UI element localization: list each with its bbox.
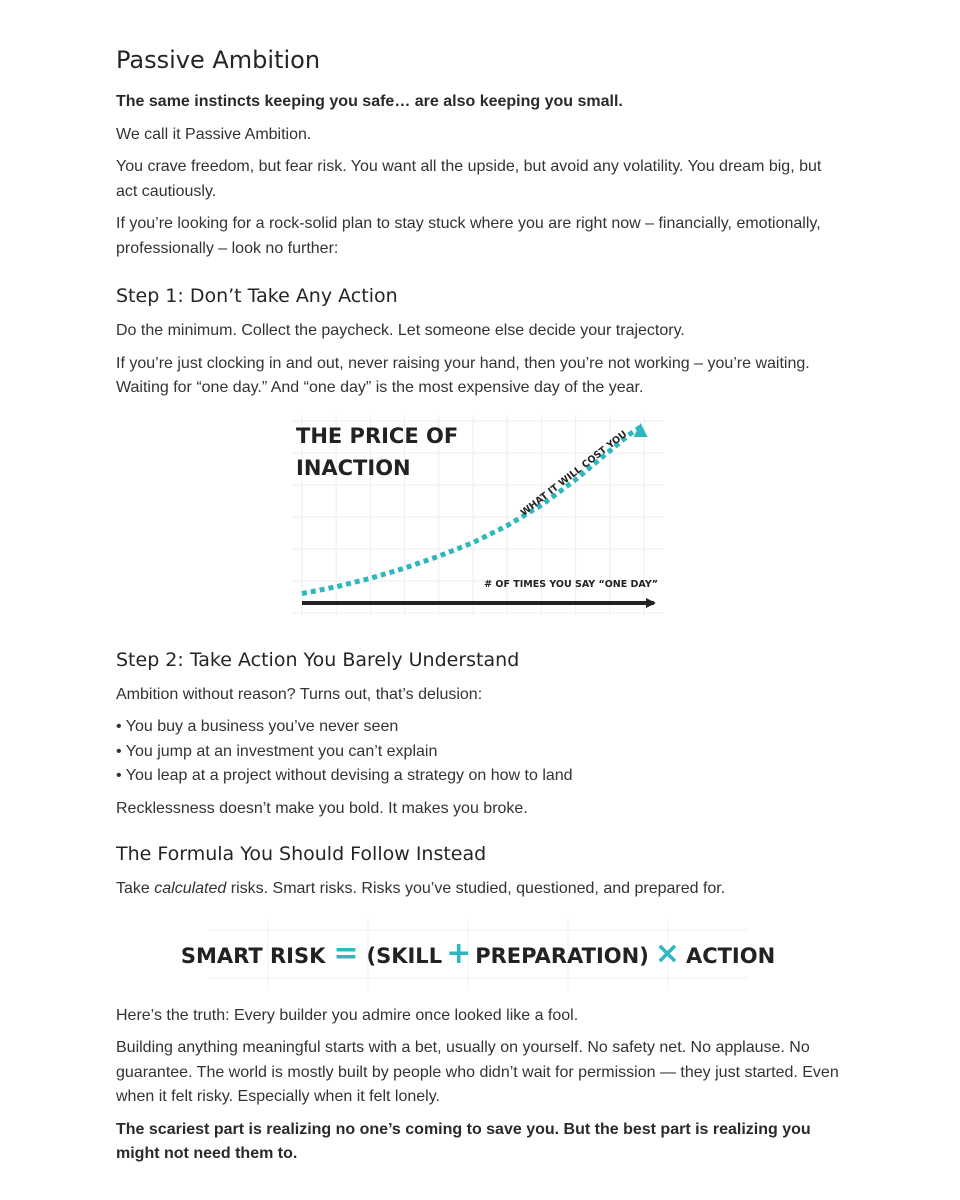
- smart-risk-formula: [180, 918, 776, 990]
- equals-icon: =: [333, 935, 359, 971]
- formula-lead-before: Take: [116, 880, 155, 897]
- step2-closing: Recklessness doesn’t make you bold. It makes you broke.: [116, 799, 528, 817]
- step1-paragraph-1: Do the minimum. Collect the paycheck. Let someone else decide your trajectory.: [116, 322, 685, 339]
- formula-term-smart-risk: SMART RISK: [180, 943, 326, 968]
- formula-lead: [116, 877, 840, 902]
- step2-intro: Ambition without reason? Turns out, that’s delusion:: [116, 685, 483, 703]
- conclusion-paragraph-3: The scariest part is realizing no one’s coming to save you. But the best part is realizing you might not need them to.: [116, 1120, 811, 1162]
- curve-label: WHAT IT WILL COST YOU: [518, 428, 630, 519]
- cost-curve-arrowhead: [634, 423, 648, 437]
- conclusion-paragraph-1: Here’s the truth: Every builder you admire once looked like a fool.: [116, 1006, 579, 1024]
- formula-svg: [180, 918, 776, 990]
- cost-curve: [302, 427, 641, 594]
- price-of-inaction-chart: [292, 415, 664, 627]
- step2-heading: Step 2: Take Action You Barely Understand: [116, 648, 520, 671]
- list-item: • You jump at an investment you can’t explain: [116, 742, 438, 760]
- conclusion-paragraph-2: Building anything meaningful starts with a bet, usually on yourself. No safety net. No applause. No guarantee. The world is mostly built by people who didn’t wait for permission — they just started. Even when it felt risky. Especially when it felt lonely.: [116, 1039, 839, 1105]
- chart-svg: [292, 415, 664, 627]
- intro-paragraph-2: You crave freedom, but fear risk. You want all the upside, but avoid any volatility. You dream big, but act cautiously.: [116, 158, 822, 200]
- step2-bullet-list: [116, 715, 840, 789]
- chart-title-line-1: THE PRICE OF: [296, 423, 459, 448]
- intro-paragraph-1: We call it Passive Ambition.: [116, 125, 312, 143]
- step1-paragraph-2: If you’re just clocking in and out, never raising your hand, then you’re not working – you’re waiting. Waiting for “one day.” And “one day” is the most expensive day of the year.: [116, 354, 810, 396]
- page-title: Passive Ambition: [116, 46, 321, 74]
- formula-equation: [181, 936, 775, 971]
- list-item: • You leap at a project without devising a strategy on how to land: [116, 767, 573, 784]
- formula-term-skill: (SKILL: [366, 943, 443, 968]
- formula-term-preparation: PREPARATION): [475, 943, 649, 968]
- formula-heading: The Formula You Should Follow Instead: [116, 843, 487, 865]
- formula-lead-after: risks. Smart risks. Risks you’ve studied, questioned, and prepared for.: [226, 880, 726, 897]
- list-item: • You buy a business you’ve never seen: [116, 718, 399, 735]
- article: [116, 44, 840, 1175]
- plus-icon: +: [446, 935, 472, 971]
- formula-term-action: ACTION: [685, 943, 776, 968]
- x-axis-label: # OF TIMES YOU SAY “ONE DAY”: [484, 578, 658, 590]
- chart-title-line-2: INACTION: [296, 455, 411, 480]
- step1-heading: Step 1: Don’t Take Any Action: [116, 285, 398, 307]
- intro-paragraph-3: If you’re looking for a rock-solid plan to stay stuck where you are right now – financially, emotionally, professionally – look no further:: [116, 215, 821, 257]
- tagline: The same instincts keeping you safe… are also keeping you small.: [116, 93, 623, 110]
- formula-lead-emphasis: calculated: [154, 880, 227, 897]
- times-icon: ×: [654, 935, 680, 971]
